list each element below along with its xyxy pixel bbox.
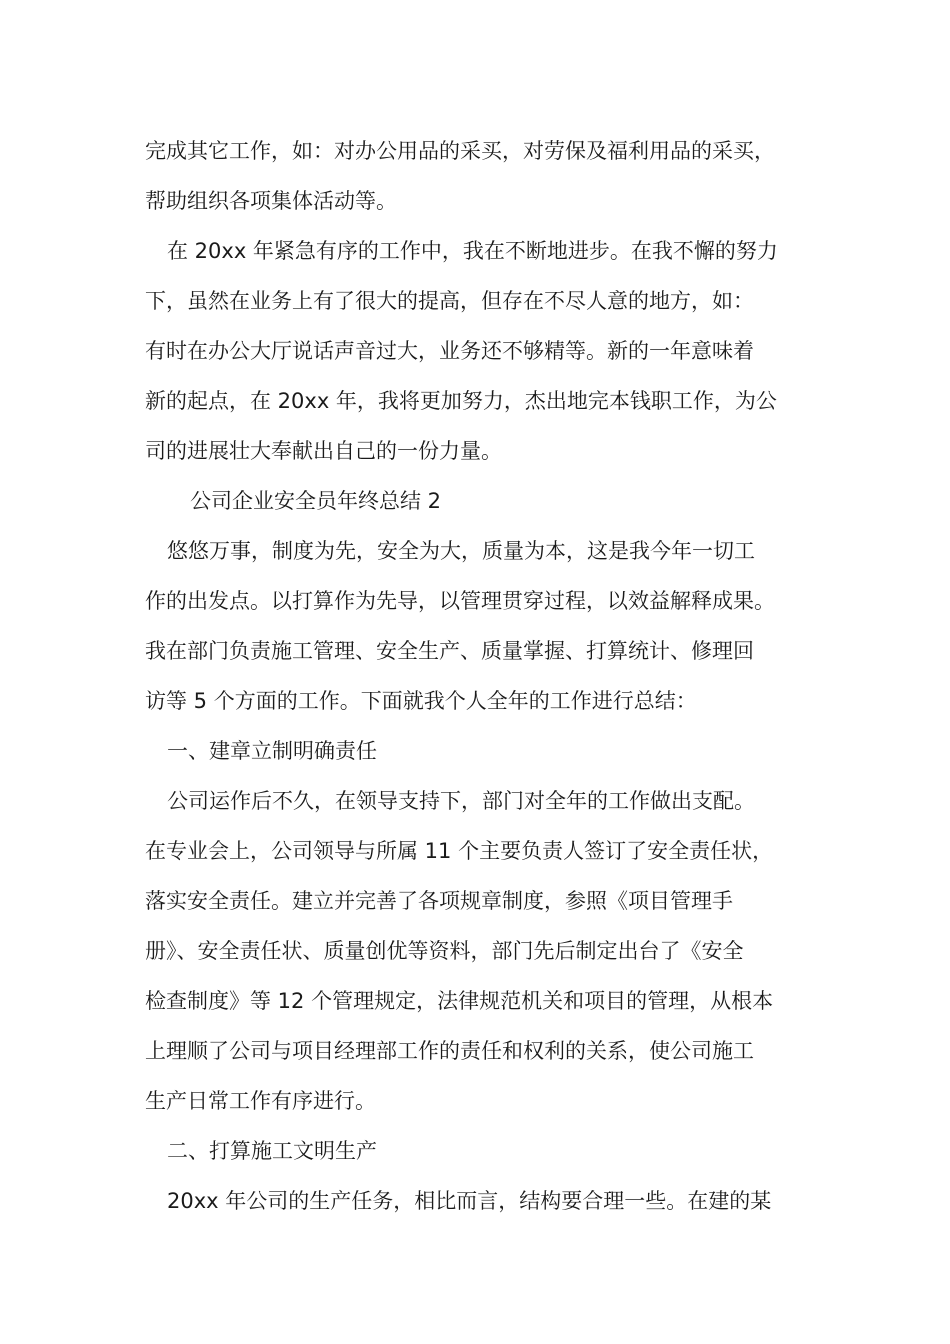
text-line: 司的进展壮大奉献出自己的一份力量。 [145, 439, 502, 463]
text-line: 下，虽然在业务上有了很大的提高，但存在不尽人意的地方，如： [145, 289, 754, 313]
text-line: 悠悠万事，制度为先，安全为大，质量为本，这是我今年一切工 [167, 539, 755, 563]
text-line: 检查制度》等 12 个管理规定，法律规范机关和项目的管理，从根本 [145, 989, 774, 1013]
text-line: 在专业会上，公司领导与所属 11 个主要负责人签订了安全责任状， [145, 839, 774, 863]
text-line: 册》、安全责任状、质量创优等资料，部门先后制定出台了《安全 [145, 939, 744, 963]
section-heading: 二、打算施工文明生产 [167, 1139, 377, 1163]
text-line: 公司运作后不久，在领导支持下，部门对全年的工作做出支配。 [167, 789, 755, 813]
text-line: 新的起点，在 20xx 年，我将更加努力，杰出地完本钱职工作，为公 [145, 389, 777, 413]
text-line: 上理顺了公司与项目经理部工作的责任和权利的关系，使公司施工 [145, 1039, 754, 1063]
text-line: 落实安全责任。建立并完善了各项规章制度，参照《项目管理手 [145, 889, 733, 913]
text-line: 在 20xx 年紧急有序的工作中，我在不断地进步。在我不懈的努力 [167, 239, 778, 263]
text-line: 我在部门负责施工管理、安全生产、质量掌握、打算统计、修理回 [145, 639, 754, 663]
section-title: 公司企业安全员年终总结 2 [190, 489, 442, 513]
text-line: 生产日常工作有序进行。 [145, 1089, 376, 1113]
section-heading: 一、建章立制明确责任 [167, 739, 377, 763]
text-line: 完成其它工作，如：对办公用品的采买，对劳保及福利用品的采买， [145, 139, 775, 163]
text-line: 访等 5 个方面的工作。下面就我个人全年的工作进行总结： [145, 689, 697, 713]
text-line: 有时在办公大厅说话声音过大，业务还不够精等。新的一年意味着 [145, 339, 754, 363]
text-line: 20xx 年公司的生产任务，相比而言，结构要合理一些。在建的某 [167, 1189, 772, 1213]
text-line: 帮助组织各项集体活动等。 [145, 189, 397, 213]
text-line: 作的出发点。以打算作为先导，以管理贯穿过程，以效益解释成果。 [145, 589, 775, 613]
